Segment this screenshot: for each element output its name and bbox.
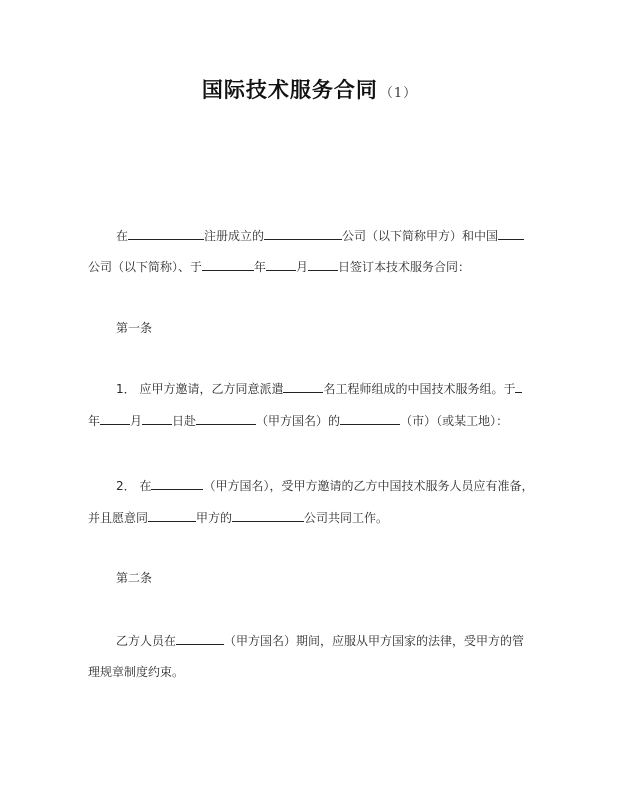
text: 理规章制度约束。 [88, 665, 185, 679]
text: 并且愿意同 [88, 511, 149, 525]
blank-cooperation[interactable] [148, 509, 196, 522]
blank-engineer-count[interactable] [283, 380, 323, 393]
text: （甲方国名）期间，应服从甲方国家的法律，受甲方的管 [224, 634, 525, 648]
text: 年 [254, 260, 267, 274]
blank-month[interactable] [100, 412, 130, 425]
blank-month[interactable] [266, 258, 296, 271]
text: 年 [88, 414, 101, 428]
document-title [0, 74, 619, 104]
blank-registration-place[interactable] [128, 227, 204, 240]
blank-year[interactable] [202, 258, 254, 271]
text: 1． 应甲方邀请，乙方同意派遣 [116, 382, 284, 396]
article-2-para-line-2 [88, 664, 184, 680]
blank-country[interactable] [151, 477, 203, 490]
text: （甲方国名），受甲方邀请的乙方中国技术服务人员应有准备， [203, 479, 534, 493]
blank-china-company[interactable] [498, 227, 524, 240]
article-2-heading: 第二条 [116, 571, 153, 585]
text: 月 [130, 414, 143, 428]
text: 在 [116, 229, 129, 243]
article-1-heading: 第一条 [116, 321, 153, 335]
text: 甲方的 [196, 511, 233, 525]
text: 月 [296, 260, 309, 274]
blank-year-start[interactable] [515, 380, 522, 393]
text: 公司（以下简称）、于 [88, 260, 203, 274]
preamble-line-2 [88, 258, 470, 275]
article-1-item-1-line-2 [88, 412, 508, 429]
text: 名工程师组成的中国技术服务组。于 [323, 382, 516, 396]
text: 2． 在 [116, 479, 152, 493]
blank-day[interactable] [142, 412, 172, 425]
blank-party-a-company[interactable] [264, 227, 342, 240]
preamble-line-1 [116, 227, 524, 244]
text: （市）（或某工地）： [400, 414, 509, 428]
text: 乙方人员在 [116, 634, 177, 648]
blank-country[interactable] [176, 632, 224, 645]
article-1-item-2-line-1 [116, 477, 533, 494]
text: 日赴 [172, 414, 197, 428]
article-1-item-1-line-1 [116, 380, 522, 397]
text: 公司（以下简称甲方）和中国 [342, 229, 499, 243]
blank-day[interactable] [308, 258, 338, 271]
blank-company[interactable] [232, 509, 304, 522]
text: 注册成立的 [204, 229, 265, 243]
text: 日签订本技术服务合同： [338, 260, 471, 274]
blank-country[interactable] [196, 412, 256, 425]
text: 公司共同工作。 [304, 511, 389, 525]
text: （甲方国名）的 [256, 414, 341, 428]
title-main: 国际技术服务合同 [201, 77, 378, 102]
article-2-para-line-1 [116, 632, 524, 649]
article-1-item-2-line-2 [88, 509, 388, 526]
title-suffix: （1） [379, 86, 418, 101]
blank-city[interactable] [340, 412, 400, 425]
